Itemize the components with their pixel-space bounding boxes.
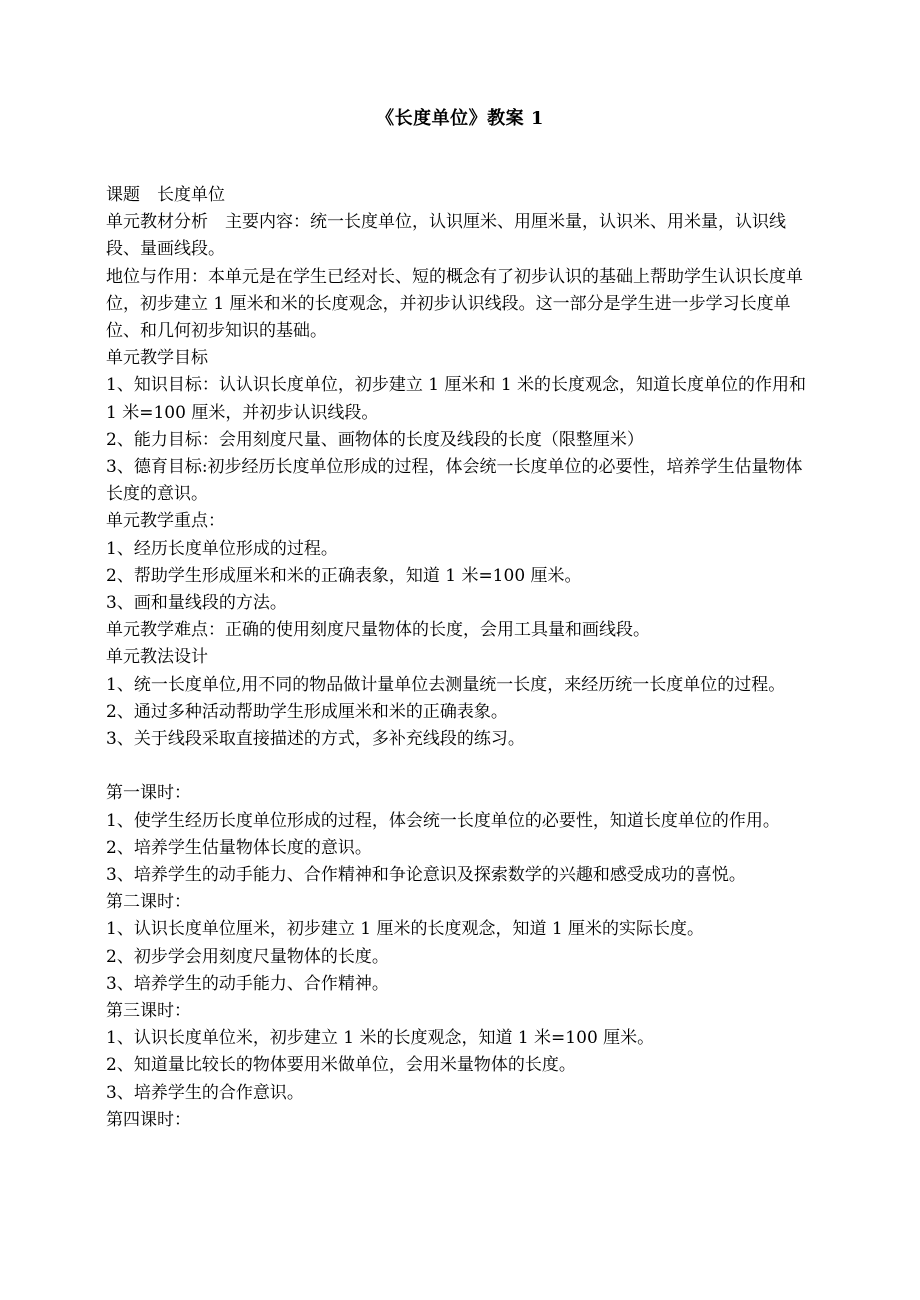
method-2: 2、通过多种活动帮助学生形成厘米和米的正确表象。 xyxy=(106,701,508,722)
lesson-3-item-2: 2、知道量比较长的物体要用米做单位，会用米量物体的长度。 xyxy=(106,1055,576,1076)
position-and-role: 地位与作用：本单元是在学生已经对长、短的概念有了初步认识的基础上帮助学生认识长度单位，初步建立 1 厘米和米的长度观念，并初步认识线段。这一部分是学生进一步学习长度单位、和几何初步知识的基础。 xyxy=(106,266,803,342)
lesson-1-item-3: 3、培养学生的动手能力、合作精神和争论意识及探索数学的兴趣和感受成功的喜悦。 xyxy=(106,865,746,886)
lesson-2-item-3: 3、培养学生的动手能力、合作精神。 xyxy=(106,973,389,994)
lesson-3-item-3: 3、培养学生的合作意识。 xyxy=(106,1082,304,1103)
unit-goals-heading: 单元教学目标 xyxy=(106,348,208,369)
goal-moral: 3、德育目标:初步经历长度单位形成的过程，体会统一长度单位的必要性，培养学生估量物体长度的意识。 xyxy=(106,457,803,505)
key-point-3: 3、画和量线段的方法。 xyxy=(106,593,287,614)
key-points-heading: 单元教学重点： xyxy=(106,511,225,532)
lesson-2-item-2: 2、初步学会用刻度尺量物体的长度。 xyxy=(106,946,389,967)
method-1: 1、统一长度单位,用不同的物品做计量单位去测量统一长度，来经历统一长度单位的过程。 xyxy=(106,674,786,695)
lesson-1-item-2: 2、培养学生估量物体长度的意识。 xyxy=(106,837,372,858)
key-point-2: 2、帮助学生形成厘米和米的正确表象，知道 1 米=100 厘米。 xyxy=(106,565,582,586)
lesson-1-heading: 第一课时： xyxy=(106,783,191,804)
goal-knowledge: 1、知识目标：认认识长度单位，初步建立 1 厘米和 1 米的长度观念，知道长度单位的作用和 1 米=100 厘米，并初步认识线段。 xyxy=(106,375,812,423)
lesson-2-item-1: 1、认识长度单位厘米，初步建立 1 厘米的长度观念，知道 1 厘米的实际长度。 xyxy=(106,919,705,940)
unit-material-analysis: 单元教材分析 主要内容：统一长度单位，认识厘米、用厘米量，认识米、用米量，认识线段、量画线段。 xyxy=(106,212,786,260)
blank-line xyxy=(106,753,816,780)
lesson-topic: 课题 长度单位 xyxy=(106,185,225,205)
difficulties: 单元教学难点：正确的使用刻度尺量物体的长度，会用工具量和画线段。 xyxy=(106,620,650,641)
method-3: 3、关于线段采取直接描述的方式，多补充线段的练习。 xyxy=(106,729,525,750)
document-title: 《长度单位》教案 1 xyxy=(376,108,544,129)
lesson-3-item-1: 1、认识长度单位米，初步建立 1 米的长度观念，知道 1 米=100 厘米。 xyxy=(106,1028,655,1049)
method-design-heading: 单元教法设计 xyxy=(106,647,208,668)
goal-ability: 2、能力目标：会用刻度尺量、画物体的长度及线段的长度（限整厘米） xyxy=(106,429,644,450)
lesson-4-heading: 第四课时： xyxy=(106,1109,191,1130)
lesson-2-heading: 第二课时： xyxy=(106,892,191,913)
lesson-1-item-1: 1、使学生经历长度单位形成的过程，体会统一长度单位的必要性，知道长度单位的作用。 xyxy=(106,810,780,831)
key-point-1: 1、经历长度单位形成的过程。 xyxy=(106,538,338,559)
document-body xyxy=(106,182,816,1134)
lesson-3-heading: 第三课时： xyxy=(106,1001,191,1022)
